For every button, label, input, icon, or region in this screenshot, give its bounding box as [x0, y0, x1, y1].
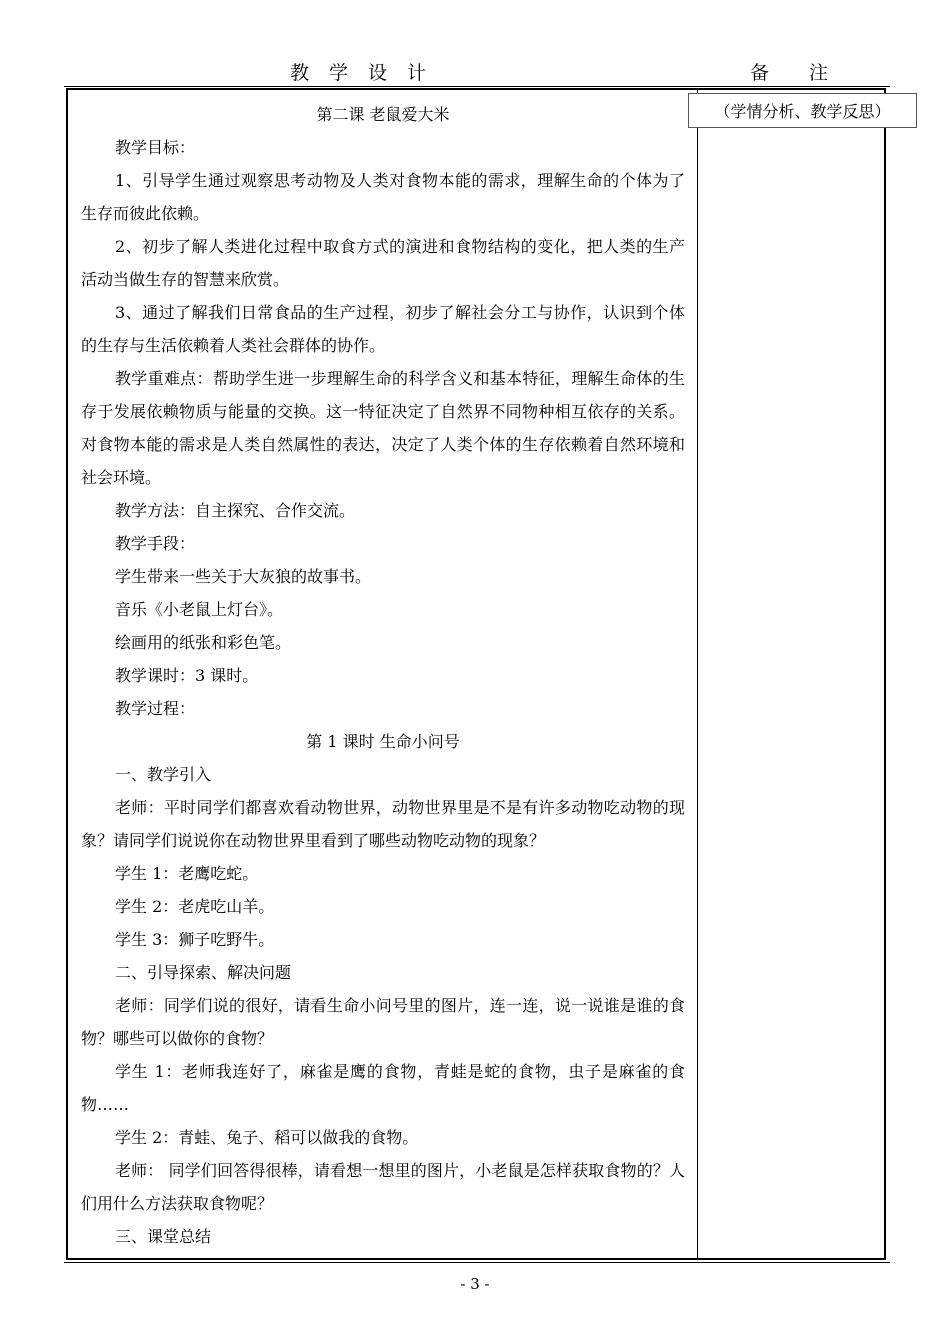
lesson-title: 第二课 老鼠爱大米: [316, 105, 450, 124]
paragraph: 老师：同学们说的很好，请看生命小问号里的图片，连一连，说一说谁是谁的食物？哪些可以做你的食物？: [81, 996, 685, 1048]
header-teaching-design: 教学设计: [290, 62, 447, 84]
paragraph: 学生 1：老鹰吃蛇。: [115, 864, 259, 883]
paragraph: 三、课堂总结: [115, 1227, 212, 1246]
column-divider: [697, 88, 698, 1260]
paragraph: 二、引导探索、解决问题: [115, 963, 292, 982]
bottom-rule: [64, 1262, 890, 1263]
paragraph: 教学手段：: [115, 534, 196, 553]
lesson-content: [81, 98, 685, 1253]
paragraph: 教学过程：: [115, 699, 196, 718]
remark-box: （学情分析、教学反思）: [688, 93, 917, 128]
paragraph: 教学方法：自主探究、合作交流。: [115, 501, 356, 520]
paragraph: 学生带来一些关于大灰狼的故事书。: [115, 567, 372, 586]
paragraph: 音乐《小老鼠上灯台》。: [115, 600, 284, 619]
paragraph: 老师： 同学们回答得很棒，请看想一想里的图片，小老鼠是怎样获取食物的？人们用什么方法获取食物呢？: [81, 1161, 685, 1213]
paragraph: 教学课时：3 课时。: [115, 666, 259, 685]
paragraph: 绘画用的纸张和彩色笔。: [115, 633, 292, 652]
paragraph: 教学目标：: [115, 138, 196, 157]
paragraph: 1、引导学生通过观察思考动物及人类对食物本能的需求，理解生命的个体为了生存而彼此依赖。: [81, 171, 685, 223]
paragraph: 学生 3：狮子吃野牛。: [115, 930, 275, 949]
page-number: - 3 -: [460, 1275, 490, 1293]
paragraph: 老师：平时同学们都喜欢看动物世界，动物世界里是不是有许多动物吃动物的现象？请同学们说说你在动物世界里看到了哪些动物吃动物的现象？: [81, 798, 685, 850]
paragraph: 一、教学引入: [115, 765, 212, 784]
paragraph: 学生 2：青蛙、兔子、稻可以做我的食物。: [115, 1128, 419, 1147]
header-remarks: 备注: [750, 62, 869, 84]
paragraph: 教学重难点：帮助学生进一步理解生命的科学含义和基本特征，理解生命体的生存于发展依赖物质与能量的交换。这一特征决定了自然界不同物种相互依存的关系。对食物本能的需求是人类自然属性的表达，决定了人类个体的生存依赖着自然环境和社会环境。: [81, 369, 685, 487]
section-title: 第 1 课时 生命小问号: [306, 732, 460, 751]
paragraph: 2、初步了解人类进化过程中取食方式的演进和食物结构的变化，把人类的生产活动当做生存的智慧来欣赏。: [81, 237, 685, 289]
paragraph: 3、通过了解我们日常食品的生产过程，初步了解社会分工与协作，认识到个体的生存与生活依赖着人类社会群体的协作。: [81, 303, 685, 355]
paragraph: 学生 1：老师我连好了，麻雀是鹰的食物，青蛙是蛇的食物，虫子是麻雀的食物……: [81, 1062, 685, 1114]
top-rule: [64, 86, 890, 87]
paragraph: 学生 2：老虎吃山羊。: [115, 897, 275, 916]
